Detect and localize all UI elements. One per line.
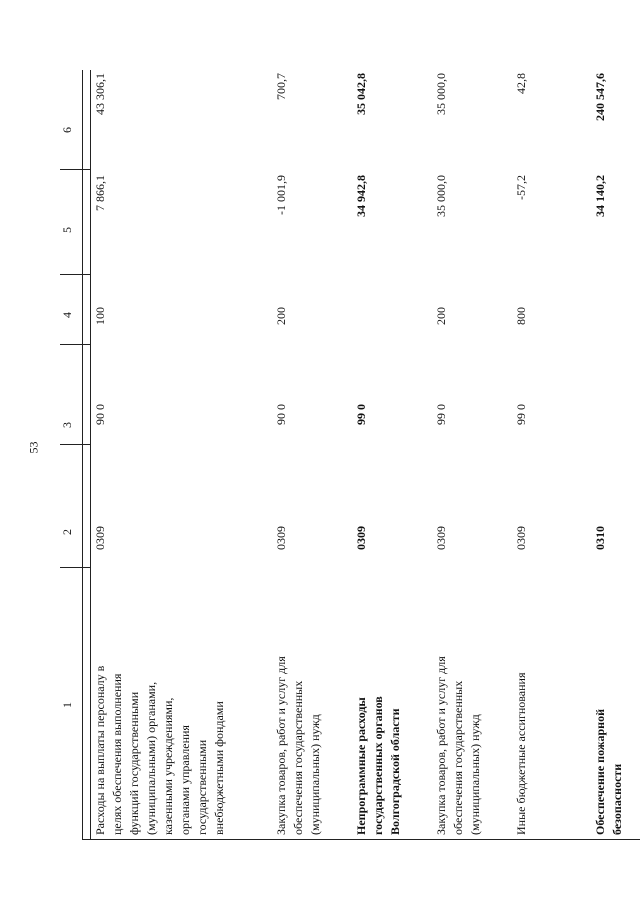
- column-number-5: 5: [60, 227, 74, 233]
- row-1-change: 7 866,1: [93, 175, 107, 211]
- row-4-change: 35 000,0: [434, 175, 448, 217]
- row-6-code: 0310: [593, 526, 607, 550]
- row-2-code: 0309: [274, 526, 288, 550]
- row-2-name: Закупка товаров, работ и услуг для обеспечения государственных (муниципальных) нужд: [274, 656, 322, 835]
- row-4-total: 35 000,0: [434, 73, 448, 115]
- row-6-change: 34 140,2: [593, 175, 607, 217]
- row-2-csr: 90 0: [274, 404, 288, 425]
- row-2-total: 700,7: [274, 73, 288, 100]
- row-6-name: Обеспечение пожарной безопасности: [593, 709, 624, 835]
- column-number-1: 1: [60, 702, 74, 708]
- column-number-4: 4: [60, 312, 74, 318]
- table-left-border: [82, 839, 640, 840]
- row-1-vr: 100: [93, 307, 107, 325]
- row-1-total: 43 306,1: [93, 73, 107, 115]
- row-3-name: Непрограммные расходы государственных органов Волгоградской области: [354, 696, 402, 835]
- row-5-code: 0309: [514, 526, 528, 550]
- header-bottom-border: [90, 70, 91, 840]
- row-3-change: 34 942,8: [354, 175, 368, 217]
- row-4-vr: 200: [434, 307, 448, 325]
- header-divider-4: [60, 274, 90, 275]
- header-top-border: [82, 70, 83, 840]
- header-divider-1: [60, 567, 90, 568]
- row-1-code: 0309: [93, 526, 107, 550]
- row-4-csr: 99 0: [434, 404, 448, 425]
- column-number-3: 3: [60, 422, 74, 428]
- column-number-6: 6: [60, 127, 74, 133]
- row-2-change: -1 001,9: [274, 175, 288, 215]
- row-5-name: Иные бюджетные ассигнования: [514, 672, 528, 835]
- row-5-csr: 99 0: [514, 404, 528, 425]
- row-4-code: 0309: [434, 526, 448, 550]
- page-number: 53: [26, 441, 41, 454]
- row-5-vr: 800: [514, 307, 528, 325]
- row-3-code: 0309: [354, 526, 368, 550]
- row-5-total: 42,8: [514, 73, 528, 94]
- row-6-total: 240 547,6: [593, 73, 607, 121]
- header-divider-2: [60, 444, 90, 445]
- column-number-2: 2: [60, 529, 74, 535]
- row-1-csr: 90 0: [93, 404, 107, 425]
- row-2-vr: 200: [274, 307, 288, 325]
- row-5-change: -57,2: [514, 175, 528, 200]
- row-3-total: 35 042,8: [354, 73, 368, 115]
- row-1-name: Расходы на выплаты персоналу в целях обеспечения выполнения функций государственными (муниципальными) органами, казенными учреждениями, органами управления государственными внебюджетными фондами: [93, 665, 226, 835]
- row-4-name: Закупка товаров, работ и услуг для обеспечения государственных (муниципальных) нужд: [434, 656, 482, 835]
- row-3-csr: 99 0: [354, 404, 368, 425]
- header-divider-5: [60, 169, 90, 170]
- header-divider-3: [60, 344, 90, 345]
